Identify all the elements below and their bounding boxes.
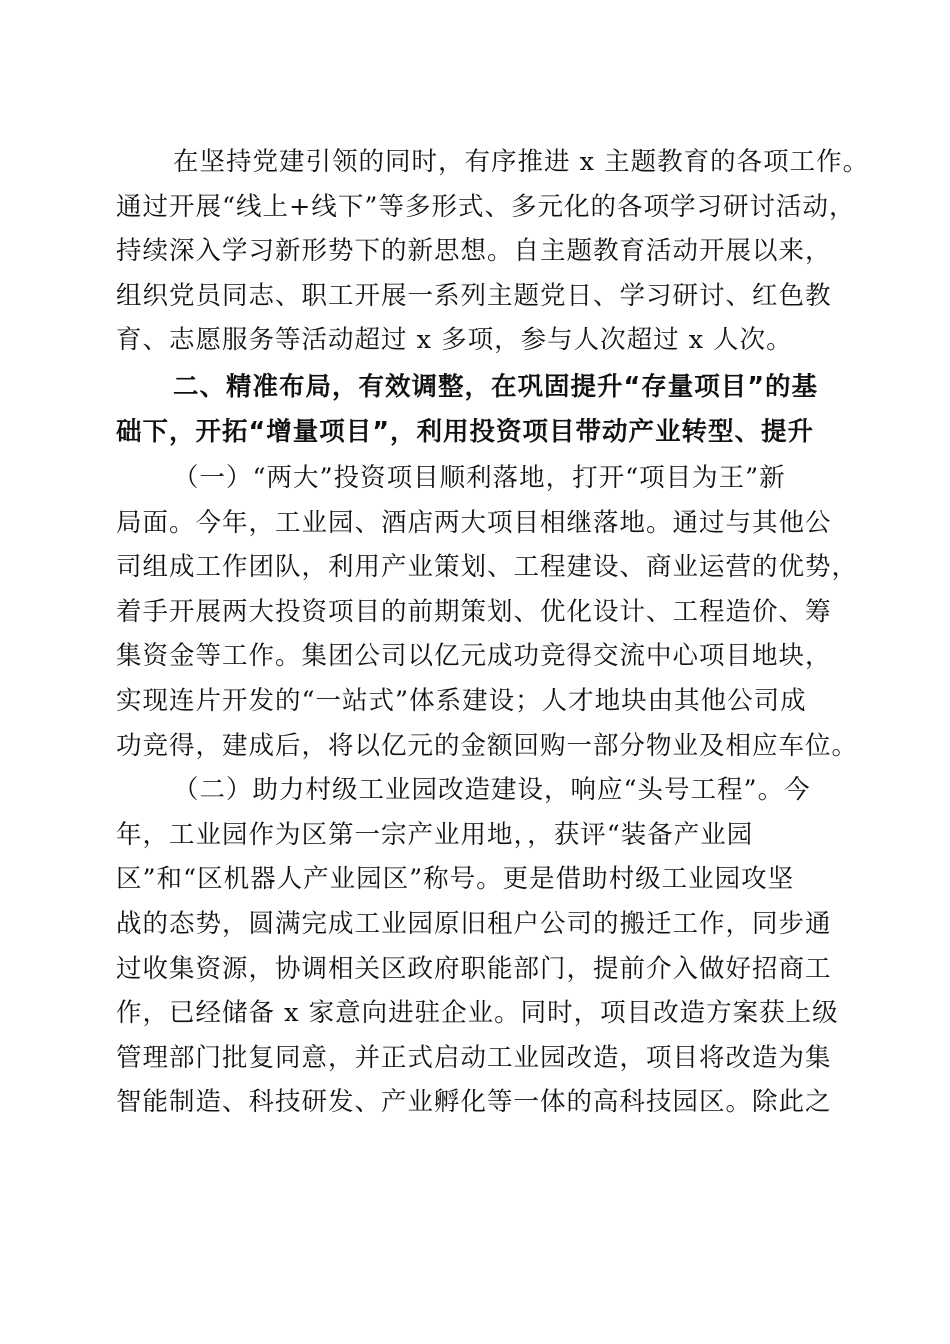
text-line: 实现连片开发的“一站式”体系建设；人才地块由其他公司成: [116, 685, 807, 716]
text-line: 作，已经储备 x 家意向进驻企业。同时，项目改造方案获上级: [116, 998, 839, 1029]
document-page: [116, 140, 870, 1125]
text-line: 持续深入学习新形势下的新思想。自主题教育活动开展以来，: [116, 236, 832, 267]
text-line: 局面。今年，工业园、酒店两大项目相继落地。通过与其他公: [116, 507, 832, 538]
text-line: 司组成工作团队，利用产业策划、工程建设、商业运营的优势，: [116, 552, 859, 583]
text-line: 管理部门批复同意，并正式启动工业园改造，项目将改造为集: [116, 1042, 832, 1073]
text-line: 组织党员同志、职工开展一系列主题党日、学习研讨、红色教: [116, 280, 832, 311]
text-line: （二）助力村级工业园改造建设，响应“头号工程”。今: [173, 775, 811, 806]
text-line: 过收集资源，协调相关区政府职能部门，提前介入做好招商工: [116, 953, 832, 984]
text-line: 区”和“区机器人产业园区”称号。更是借助村级工业园攻坚: [116, 864, 795, 895]
paragraph-industrial-park: [116, 768, 839, 1125]
text-line: 育、志愿服务等活动超过 x 多项，参与人次超过 x 人次。: [116, 325, 793, 356]
paragraph-investment-projects: [116, 456, 859, 768]
text-line: 通过开展“线上+线下”等多形式、多元化的各项学习研讨活动，: [116, 191, 856, 222]
text-line: 集资金等工作。集团公司以亿元成功竞得交流中心项目地块，: [116, 641, 832, 672]
heading-line: 二、精准布局，有效调整，在巩固提升“存量项目”的基: [173, 371, 819, 402]
section-heading-two: [116, 365, 832, 456]
text-line: 智能制造、科技研发、产业孵化等一体的高科技园区。除此之: [116, 1087, 832, 1118]
heading-line: 础下，开拓“增量项目”，利用投资项目带动产业转型、提升: [116, 417, 815, 448]
text-line: 功竞得，建成后，将以亿元的金额回购一部分物业及相应车位。: [116, 730, 859, 761]
text-line: 年，工业园作为区第一宗产业用地，，获评“装备产业园: [116, 819, 754, 850]
text-line: 着手开展两大投资项目的前期策划、优化设计、工程造价、筹: [116, 596, 832, 627]
paragraph-party-building: [116, 140, 870, 363]
text-line: （一）“两大”投资项目顺利落地，打开“项目为王”新: [173, 462, 786, 493]
text-line: 战的态势，圆满完成工业园原旧租户公司的搬迁工作，同步通: [116, 908, 832, 939]
text-line: 在坚持党建引领的同时，有序推进 x 主题教育的各项工作。: [173, 147, 870, 177]
